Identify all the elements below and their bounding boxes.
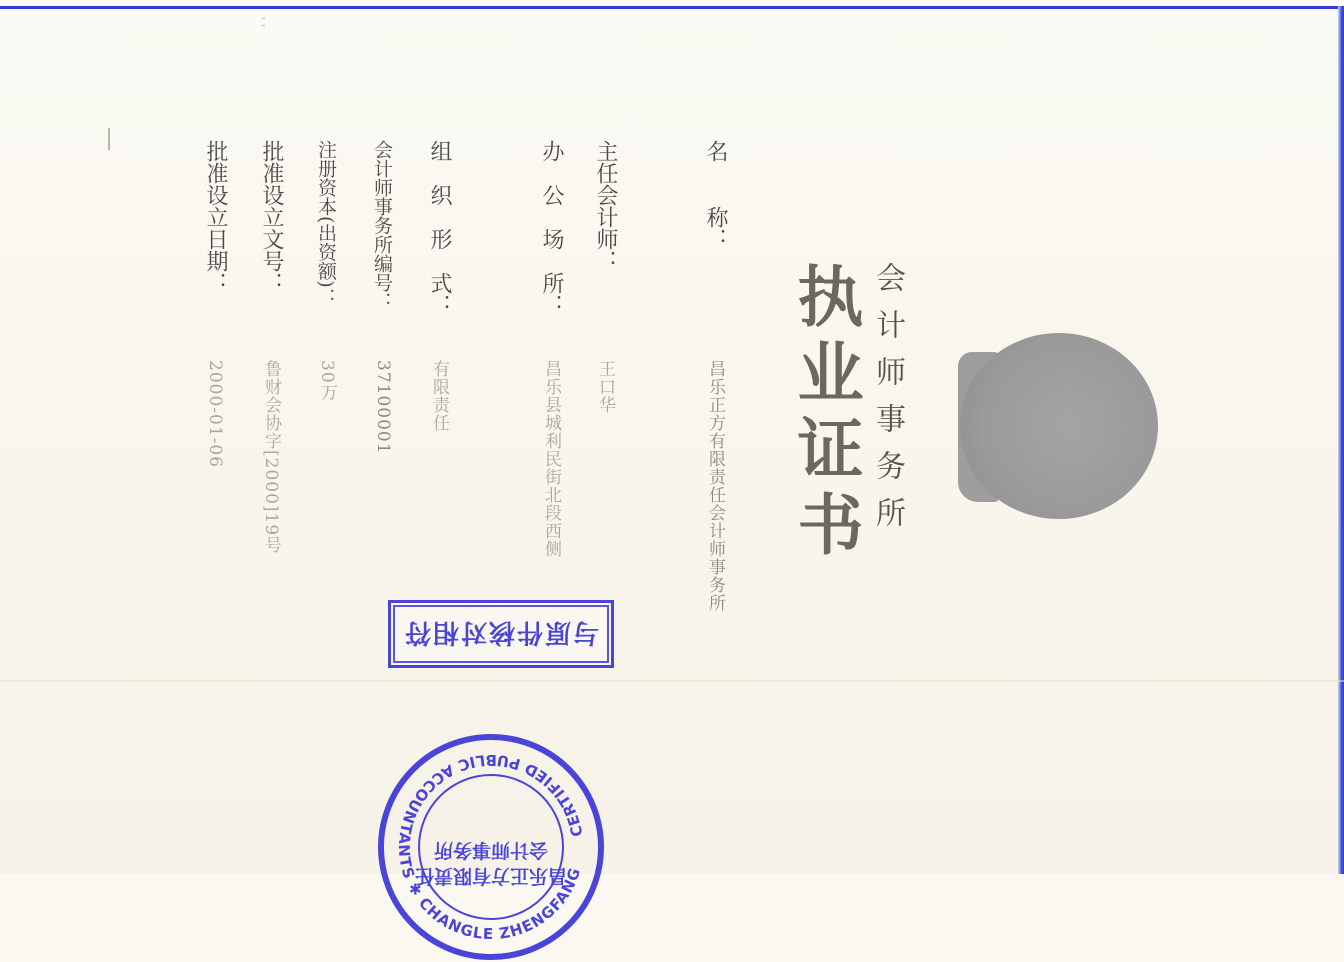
field-label-office: 办 公 场 所： — [539, 140, 564, 316]
field-label-approval-no: 批准设立文号： — [259, 140, 284, 294]
field-label-org-form: 组 织 形 式： — [427, 140, 452, 316]
field-label-chief-accountant: 主任会计师： — [593, 140, 618, 272]
field-value-org-form: 有限责任 — [429, 360, 449, 432]
scan-dots — [262, 18, 264, 26]
seal-inner-line-2: 会计师事务所 — [433, 839, 549, 861]
verification-stamp — [388, 600, 614, 668]
holder-photo — [960, 333, 1158, 519]
field-value-capital: 30万 — [317, 360, 337, 402]
field-value-chief-accountant: 王口华 — [595, 360, 615, 414]
right-border — [1338, 6, 1344, 874]
field-value-office: 昌乐县城利民街北段西侧 — [541, 360, 561, 558]
field-value-name: 昌乐正方有限责任会计师事务所 — [705, 360, 725, 612]
field-value-approval-no: 鲁财会协字[2000]19号 — [261, 360, 281, 555]
field-label-capital: 注册资本(出资额)： — [315, 140, 337, 307]
scan-line — [0, 680, 1344, 682]
field-value-firm-number: 37100001 — [373, 360, 393, 455]
seal-outer-text: CERTIFIED PUBLIC ACCOUNTANTS ✱ CHANGLE ZHENGFANG — [394, 750, 587, 944]
field-label-firm-number: 会计师事务所编号： — [371, 140, 393, 311]
top-border — [0, 6, 1344, 9]
firm-heading: 会计师事务所 — [870, 262, 905, 544]
field-label-name: 名 称： — [703, 140, 728, 250]
firm-seal — [376, 732, 606, 962]
seal-inner-line-1: 昌乐正方有限责任 — [414, 865, 568, 887]
left-margin-mark — [108, 128, 110, 150]
field-value-approval-date: 2000-01-06 — [205, 360, 225, 469]
field-label-approval-date: 批准设立日期： — [203, 140, 228, 294]
certificate-title: 执业证书 — [786, 262, 864, 566]
verification-stamp-text: 与原件核对相符 — [402, 616, 599, 647]
